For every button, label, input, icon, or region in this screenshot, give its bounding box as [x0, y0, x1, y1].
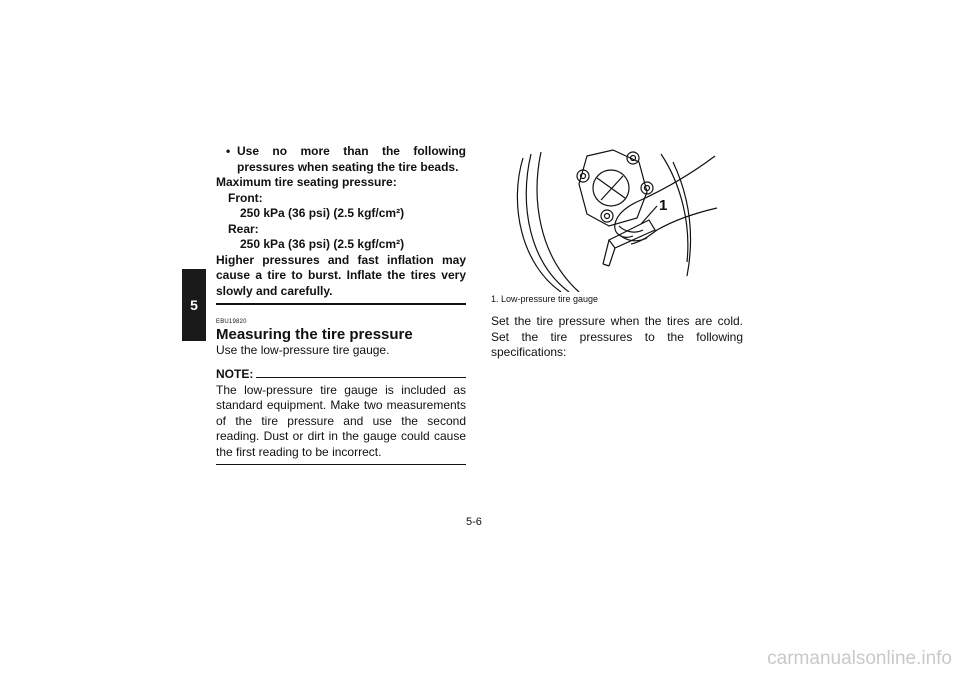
front-label: Front:	[228, 190, 263, 205]
note-header-line	[256, 377, 466, 378]
note-end-rule	[216, 464, 466, 465]
watermark: carmanualsonline.info	[767, 648, 952, 669]
section-intro: Use the low-pressure tire gauge.	[216, 343, 390, 357]
rear-label: Rear:	[228, 221, 259, 236]
bullet-dot-icon: •	[226, 144, 231, 158]
front-value: 250 kPa (36 psi) (2.5 kgf/cm²)	[240, 206, 405, 220]
chapter-tab: 5	[182, 269, 206, 341]
right-column	[491, 144, 743, 361]
note-label: NOTE:	[216, 366, 254, 381]
note-body: The low-pressure tire gauge is included as standard equipment. Make two measurements of the tire pressure and use the second reading. Dust or dirt in the gauge could cause the first reading to be incorrect.	[216, 382, 466, 459]
figure-callout: 1	[659, 197, 668, 214]
figure-caption: 1. Low-pressure tire gauge	[491, 294, 599, 304]
right-paragraph: Set the tire pressure when the tires are cold. Set the tire pressures to the following specifications:	[491, 314, 743, 359]
warning-closing: Higher pressures and fast inflation may cause a tire to burst. Inflate the tires very slowly and carefully.	[216, 252, 466, 298]
tire-gauge-drawing	[491, 144, 743, 292]
page-number: 5-6	[466, 516, 482, 528]
left-column	[216, 144, 466, 465]
warning-block	[216, 144, 466, 299]
note-header	[216, 367, 466, 381]
tire-gauge-illustration	[491, 144, 743, 292]
section-heading: Measuring the tire pressure	[216, 326, 413, 343]
warning-bullet-text: Use no more than the following pressures when seating the tire beads.	[237, 144, 466, 174]
rear-value: 250 kPa (36 psi) (2.5 kgf/cm²)	[240, 237, 405, 251]
warning-end-rule	[216, 303, 466, 305]
warning-bullet	[216, 144, 466, 175]
section-code: EBU19820	[216, 319, 247, 325]
max-pressure-label: Maximum tire seating pressure:	[216, 175, 397, 189]
